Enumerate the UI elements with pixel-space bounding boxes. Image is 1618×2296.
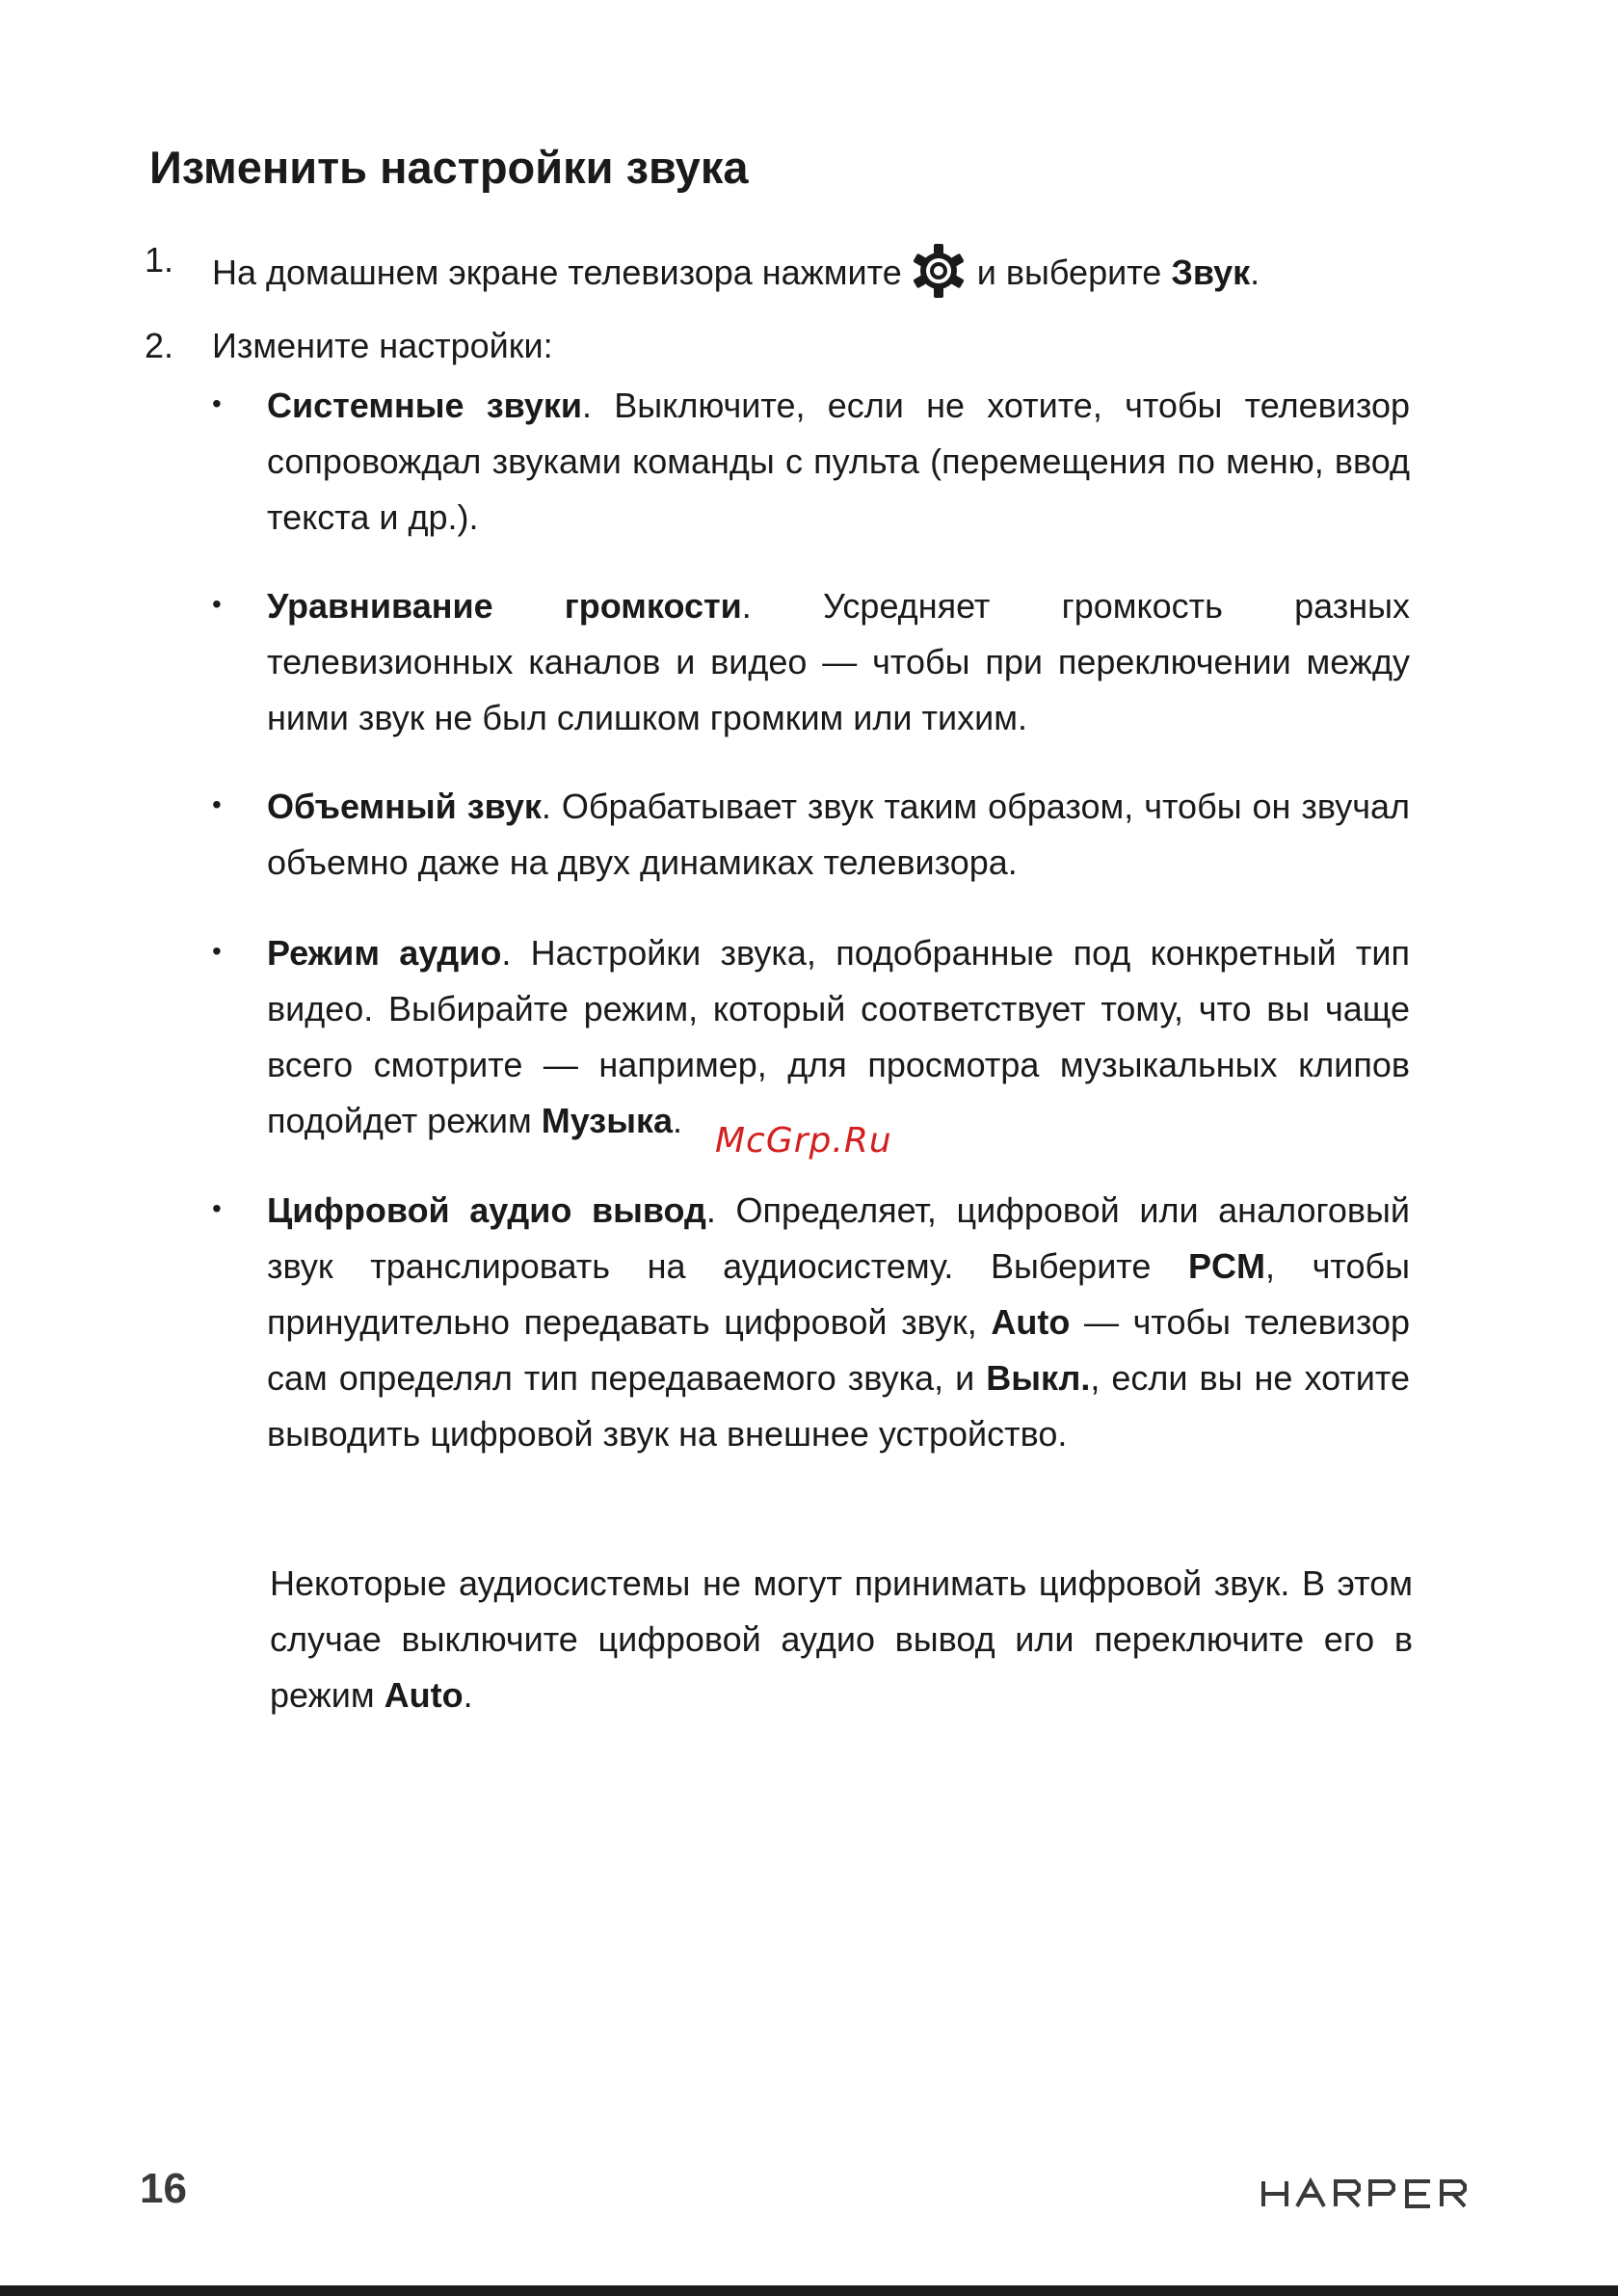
- item-term: Объемный звук: [267, 787, 542, 826]
- item-text: . Усредняет громкость разных телевизионных каналов и видео — чтобы при переключении между ними звук не был слишком громким или тихим.: [267, 586, 1410, 737]
- item-term: Режим аудио: [267, 933, 502, 973]
- note-bold: Auto: [384, 1675, 464, 1715]
- off-label: Выкл.: [986, 1358, 1091, 1398]
- bottom-border: [0, 2285, 1618, 2296]
- item-text: — чтобы телевизор сам определял тип передаваемого звука, и: [267, 1302, 1410, 1398]
- watermark: McGrp.Ru: [715, 1121, 892, 1161]
- list-item: [267, 925, 1410, 1149]
- page-number: 16: [140, 2165, 187, 2212]
- item-text: . Обрабатывает звук таким образом, чтобы он звучал объемно даже на двух динамиках телевизора.: [267, 787, 1410, 882]
- item-term: Цифровой аудио вывод: [267, 1190, 706, 1230]
- auto-label: Auto: [991, 1302, 1071, 1342]
- step-1-before: На домашнем экране телевизора нажмите: [212, 253, 902, 292]
- item-text: . Настройки звука, подобранные под конкретный тип видео. Выбирайте режим, который соответствует тому, что вы чаще всего смотрите — например, для просмотра музыкальных клипов подойдет режим: [267, 933, 1410, 1140]
- bullet-marker: •: [212, 789, 222, 819]
- item-text: , если вы не хотите выводить цифровой звук на внешнее устройство.: [267, 1358, 1410, 1454]
- item-term: Системные звуки: [267, 386, 583, 425]
- bullet-marker: •: [212, 936, 222, 966]
- note-text: Некоторые аудиосистемы не могут принимать цифровой звук. В этом случае выключите цифровой аудио вывод или переключите его в режим: [270, 1563, 1413, 1715]
- list-item: [267, 1183, 1410, 1462]
- step-1-after: и выберите: [976, 253, 1172, 292]
- brand-logo: [1260, 2176, 1471, 2211]
- step-1-end: .: [1250, 253, 1260, 292]
- pcm-label: PCM: [1188, 1246, 1266, 1286]
- note-end: .: [463, 1675, 473, 1715]
- step-1-number: 1.: [145, 240, 174, 280]
- step-1-text: [212, 240, 1260, 302]
- item-text: . Выключите, если не хотите, чтобы телевизор сопровождал звуками команды с пульта (перемещения по меню, ввод текста и др.).: [267, 386, 1411, 537]
- item-text: . Определяет, цифровой или аналоговый звук транслировать на аудиосистему. Выберите: [267, 1190, 1410, 1286]
- note-paragraph: [270, 1556, 1413, 1723]
- step-1-bold: Звук: [1171, 253, 1251, 292]
- item-text: , чтобы принудительно передавать цифровой звук,: [267, 1246, 1411, 1342]
- list-item: [267, 378, 1410, 546]
- item-term: Уравнивание громкости: [267, 586, 742, 626]
- bullet-marker: •: [212, 388, 222, 418]
- list-item: [267, 578, 1410, 746]
- list-item: [267, 779, 1410, 891]
- bullet-marker: •: [212, 1193, 222, 1223]
- gear-icon: [908, 240, 969, 302]
- item-bold-end: Музыка: [541, 1101, 673, 1140]
- step-2-text: Измените настройки:: [212, 326, 553, 365]
- page-title: Изменить настройки звука: [149, 142, 749, 193]
- bullet-marker: •: [212, 589, 222, 619]
- step-2-number: 2.: [145, 326, 174, 365]
- item-end: .: [672, 1101, 682, 1140]
